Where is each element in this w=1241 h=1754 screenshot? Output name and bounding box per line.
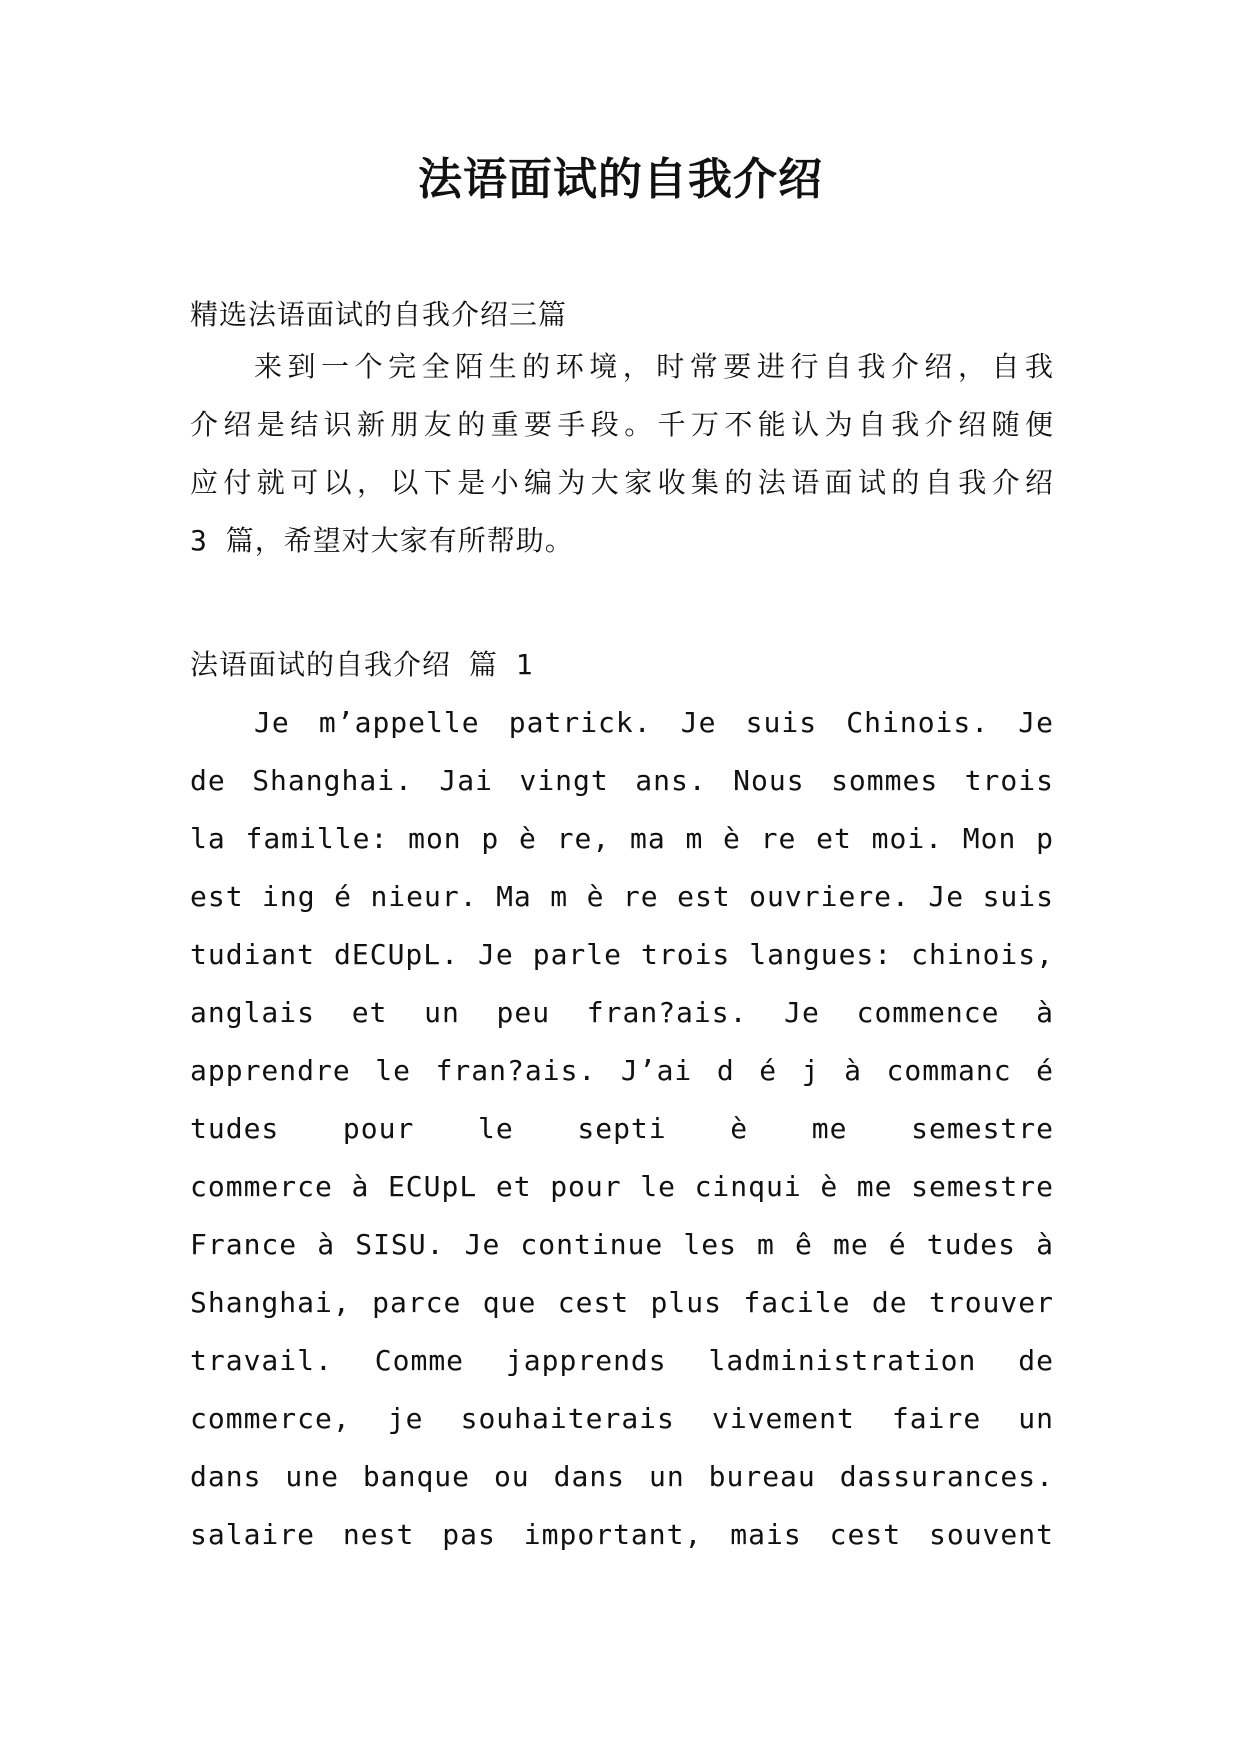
- paragraph-line: la famille: mon p è re, ma m è re et moi. Mon p: [190, 822, 1054, 855]
- document-title: 法语面试的自我介绍: [418, 154, 823, 205]
- paragraph-line: 介绍是结识新朋友的重要手段。千万不能认为自我介绍随便: [190, 408, 1054, 441]
- intro-paragraph: [190, 338, 1054, 570]
- paragraph-line: salaire nest pas important, mais cest souvent: [190, 1518, 1054, 1551]
- paragraph-line: France à SISU. Je continue les m ê me é tudes à: [190, 1228, 1054, 1261]
- paragraph-line: Shanghai, parce que cest plus facile de trouver: [190, 1286, 1054, 1319]
- paragraph-line: 应付就可以，以下是小编为大家收集的法语面试的自我介绍: [190, 466, 1054, 499]
- paragraph-line: Je m’appelle patrick. Je suis Chinois. Je: [254, 706, 1054, 739]
- body-paragraph: [190, 694, 1054, 1564]
- document-subtitle: [190, 286, 1054, 344]
- paragraph-line: de Shanghai. Jai vingt ans. Nous sommes trois: [190, 764, 1054, 797]
- section-heading-text: 法语面试的自我介绍 篇 1: [190, 648, 534, 681]
- paragraph-line: apprendre le fran?ais. J’ai d é j à commanc é: [190, 1054, 1054, 1087]
- paragraph-line: tudes pour le septi è me semestre: [190, 1112, 1054, 1145]
- paragraph-line: 3 篇，希望对大家有所帮助。: [190, 524, 574, 557]
- paragraph-line: commerce, je souhaiterais vivement faire un: [190, 1402, 1054, 1435]
- paragraph-line: est ing é nieur. Ma m è re est ouvriere. Je suis: [190, 880, 1054, 913]
- section-heading: [190, 636, 1054, 694]
- paragraph-line: travail. Comme japprends ladministration de: [190, 1344, 1054, 1377]
- paragraph-line: anglais et un peu fran?ais. Je commence à: [190, 996, 1054, 1029]
- paragraph-line: tudiant dECUpL. Je parle trois langues: chinois,: [190, 938, 1054, 971]
- paragraph-line: commerce à ECUpL et pour le cinqui è me semestre: [190, 1170, 1054, 1203]
- paragraph-line: 来到一个完全陌生的环境，时常要进行自我介绍，自我: [254, 350, 1054, 383]
- paragraph-line: dans une banque ou dans un bureau dassurances.: [190, 1460, 1054, 1493]
- subtitle-text: 精选法语面试的自我介绍三篇: [190, 298, 568, 331]
